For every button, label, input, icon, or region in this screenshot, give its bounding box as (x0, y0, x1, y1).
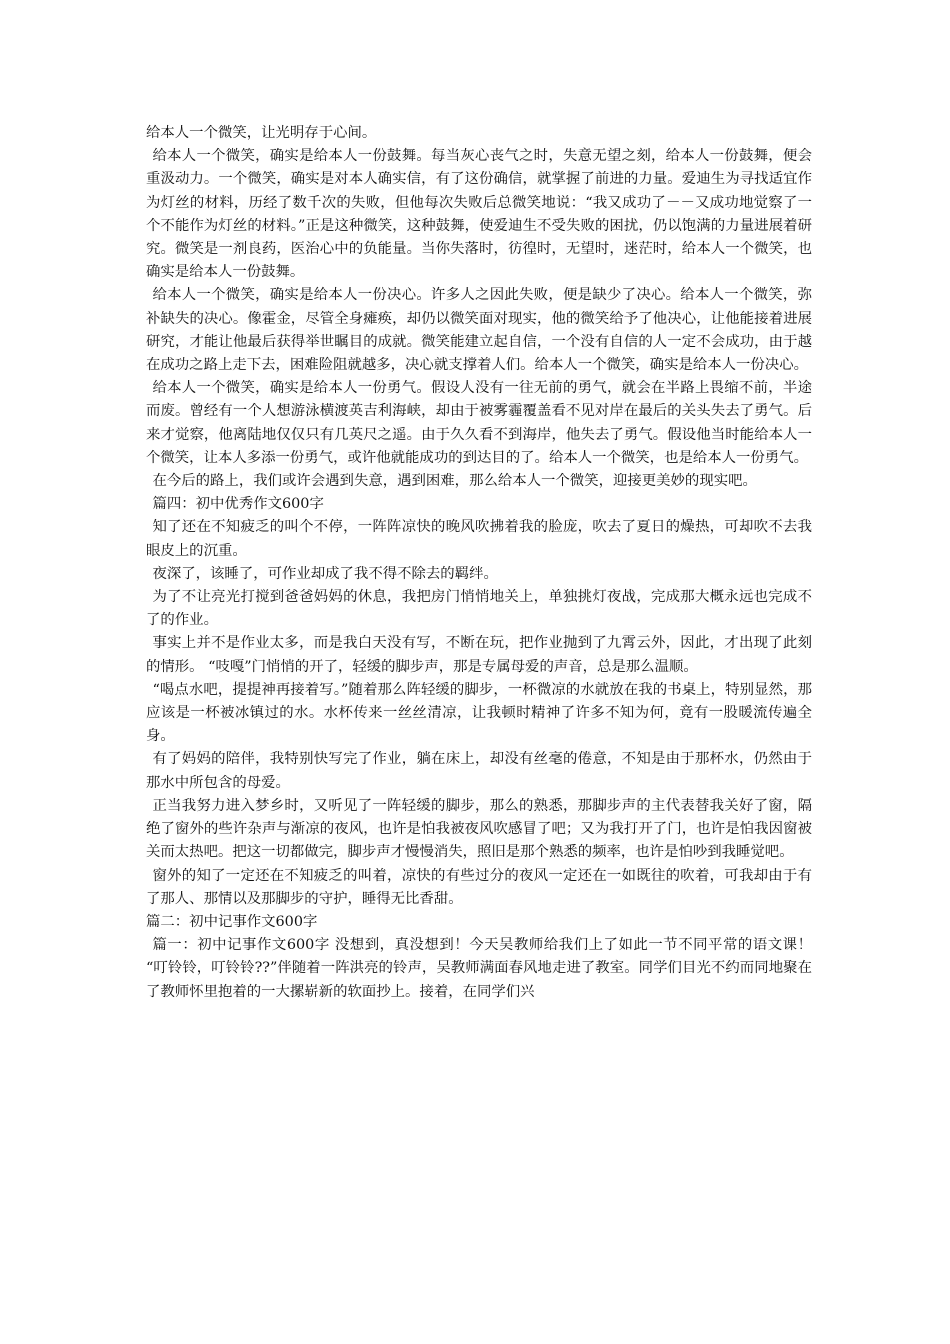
paragraph-6: 知了还在不知疲乏的叫个不停，一阵阵凉快的晚风吹拂着我的脸庞，吹去了夏日的燥热，可却吹不去我眼皮上的沉重。 (146, 519, 812, 559)
paragraph-10: “喝点水吧，提提神再接着写。”随着那么阵轻缓的脚步，一杯微凉的水就放在我的书桌上，特别显然，那应该是一杯被冰镇过的水。水杯传来一丝丝清凉，让我顿时精神了许多不知为何，竟有一股暖流传遍全身。 (146, 681, 812, 745)
section-heading-4: 篇四：初中优秀作文600字 (152, 496, 324, 513)
paragraph-5: 在今后的路上，我们或许会遇到失意，遇到困难，那么给本人一个微笑，迎接更美妙的现实吧。 (152, 473, 757, 490)
paragraph-13: 窗外的知了一定还在不知疲乏的叫着，凉快的有些过分的夜风一定还在一如既往的吹着，可我却由于有了那人、那情以及那脚步的守护，睡得无比香甜。 (146, 867, 812, 907)
paragraph-14: 篇一：初中记事作文600字 没想到，真没想到！今天吴教师给我们上了如此一节不同平常的语文课！ “叮铃铃，叮铃铃??”伴随着一阵洪亮的铃声，吴教师满面春风地走进了教室。同学们目光不约而同地聚在了教师怀里抱着的一大摞崭新的软面抄上。接着，在同学们兴 (146, 937, 812, 1000)
paragraph-4: 给本人一个微笑，确实是给本人一份勇气。假设人没有一往无前的勇气，就会在半路上畏缩不前，半途而废。曾经有一个人想游泳横渡英吉利海峡，却由于被雾霾覆盖看不见对岸在最后的关头失去了勇气。后来才觉察，他离陆地仅仅只有几英尺之遥。由于久久看不到海岸，他失去了勇气。假设他当时能给本人一个微笑，让本人多添一份勇气，或许他就能成功的到达目的了。给本人一个微笑，也是给本人一份勇气。 (146, 380, 812, 466)
section-heading-2: 篇二：初中记事作文600字 (146, 913, 318, 930)
paragraph-3: 给本人一个微笑，确实是给本人一份决心。许多人之因此失败，便是缺少了决心。给本人一个微笑，弥补缺失的决心。像霍金，尽管全身瘫痪，却仍以微笑面对现实，他的微笑给予了他决心，让他能接着进展研究，才能让他最后获得举世瞩目的成就。微笑能建立起自信，一个没有自信的人一定不会成功，由于越在成功之路上走下去，困难险阻就越多，决心就支撑着人们。给本人一个微笑，确实是给本人一份决心。 (146, 287, 812, 374)
paragraph-8: 为了不让亮光打搅到爸爸妈妈的休息，我把房门悄悄地关上，单独挑灯夜战，完成那大概永远也完成不了的作业。 (146, 589, 812, 629)
paragraph-11: 有了妈妈的陪伴，我特别快写完了作业，躺在床上，却没有丝毫的倦意，不知是由于那杯水，仍然由于那水中所包含的母爱。 (146, 751, 812, 791)
paragraph-9: 事实上并不是作业太多，而是我白天没有写，不断在玩，把作业抛到了九霄云外，因此，才出现了此刻的情形。 “吱嘎”门悄悄的开了，轻缓的脚步声，那是专属母爱的声音，总是那么温顺。 (146, 635, 812, 675)
paragraph-7: 夜深了，该睡了，可作业却成了我不得不除去的羁绊。 (152, 565, 498, 582)
paragraph-12: 正当我努力进入梦乡时，又听见了一阵轻缓的脚步，那么的熟悉，那脚步声的主代表替我关好了窗，隔绝了窗外的些许杂声与渐凉的夜风，也许是怕我被夜风吹感冒了吧；又为我打开了门，也许是怕我因窗被关而太热吧。把这一切都做完，脚步声才慢慢消失，照旧是那个熟悉的频率，也许是怕吵到我睡觉吧。 (146, 797, 812, 861)
paragraph-1: 给本人一个微笑，让光明存于心间。 (146, 125, 377, 141)
document-page (146, 122, 812, 1004)
paragraph-2: 给本人一个微笑，确实是给本人一份鼓舞。每当灰心丧气之时，失意无望之刻，给本人一份鼓舞，便会重汲动力。一个微笑，确实是对本人确实信，有了这份确信，就掌握了前进的力量。爱迪生为寻找适宜作为灯丝的材料，历经了数千次的失败，但他每次失败后总微笑地说：“我又成功了－－又成功地觉察了一个不能作为灯丝的材料。”正是这种微笑，这种鼓舞，使爱迪生不受失败的困扰，仍以饱满的力量进展着研究。微笑是一剂良药，医治心中的负能量。当你失落时，彷徨时，无望时，迷茫时，给本人一个微笑，也确实是给本人一份鼓舞。 (146, 148, 812, 281)
